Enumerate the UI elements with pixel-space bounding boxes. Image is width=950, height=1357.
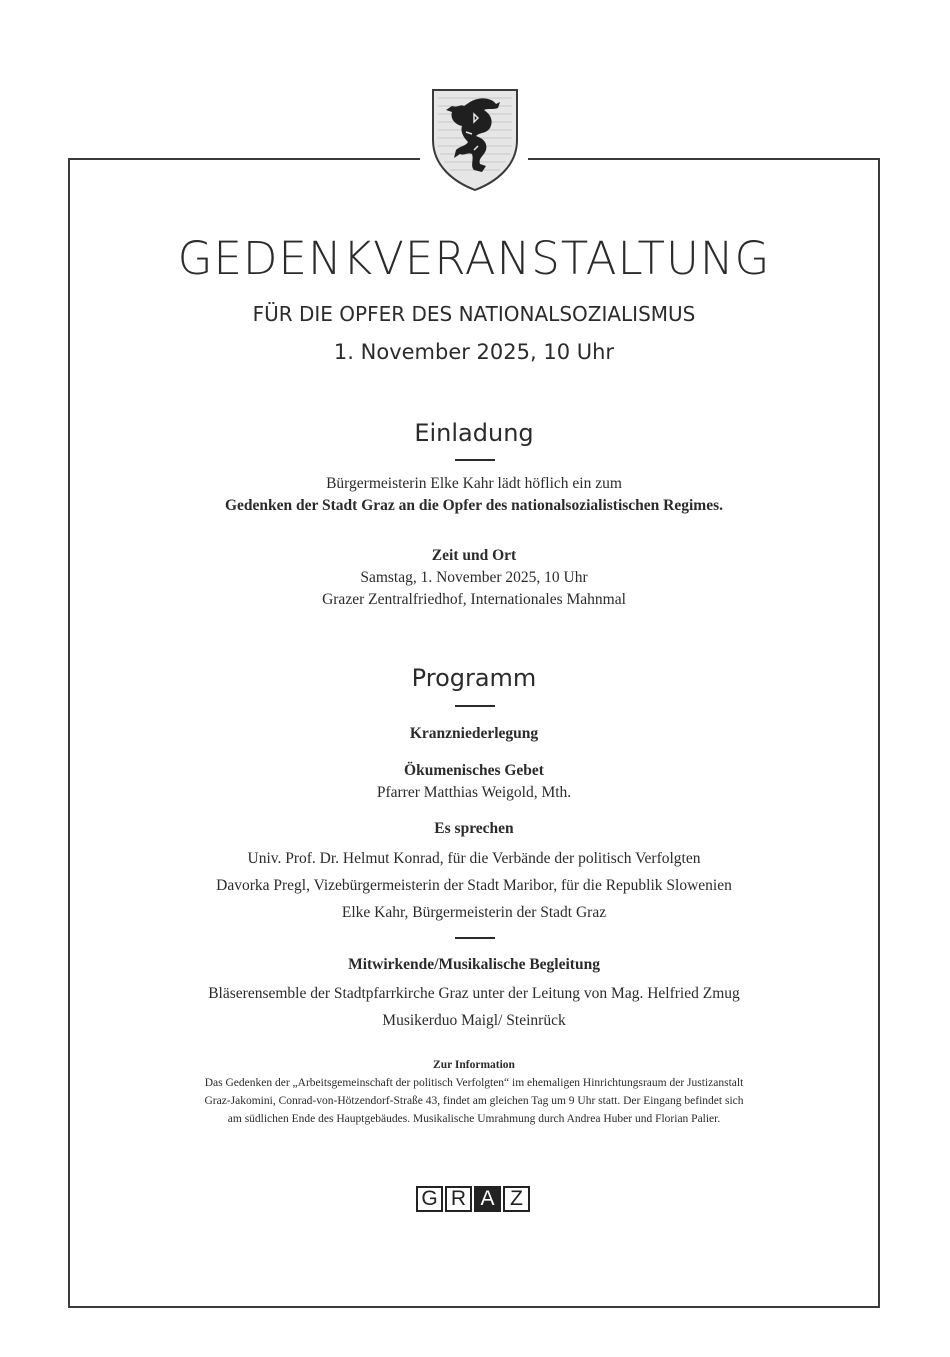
logo-letter: G (416, 1186, 443, 1212)
info-line: Das Gedenken der „Arbeitsgemeinschaft der politisch Verfolgten“ im ehemaligen Hinrichtungsraum der Justizanstalt (204, 1077, 744, 1089)
page-title: GEDENKVERANSTALTUNG (177, 232, 771, 285)
music-list (68, 980, 880, 1034)
logo-letter: A (474, 1186, 501, 1212)
graz-logo (416, 1186, 530, 1212)
wreath-laying: Kranzniederlegung (409, 725, 539, 742)
styrian-panther-crest-icon (430, 88, 520, 192)
divider (455, 705, 495, 707)
prayer-label: Ökumenisches Gebet (404, 762, 544, 779)
invitation-text (68, 473, 880, 517)
divider (455, 937, 495, 939)
speakers-label: Es sprechen (434, 820, 514, 837)
program-heading: Programm (411, 664, 537, 692)
time-and-place (68, 545, 880, 611)
divider (455, 459, 495, 461)
speaker: Davorka Pregl, Vizebürgermeisterin der Stadt Maribor, für die Republik Slowenien (216, 877, 732, 894)
info-section (68, 1056, 880, 1128)
time-place-label: Zeit und Ort (431, 547, 517, 564)
speakers-list (68, 845, 880, 926)
logo-letter: R (445, 1186, 472, 1212)
page-subtitle: FÜR DIE OPFER DES NATIONALSOZIALISMUS (252, 302, 696, 326)
invitation-purpose: Gedenken der Stadt Graz an die Opfer des nationalsozialistischen Regimes. (224, 497, 723, 514)
speaker: Elke Kahr, Bürgermeisterin der Stadt Graz (341, 904, 607, 921)
prayer-section (68, 760, 880, 804)
musician: Bläserensemble der Stadtpfarrkirche Graz unter der Leitung von Mag. Helfried Zmug (208, 985, 740, 1002)
logo-letter: Z (503, 1186, 530, 1212)
event-place: Grazer Zentralfriedhof, Internationales Mahnmal (322, 591, 626, 608)
music-label: Mitwirkende/Musikalische Begleitung (348, 956, 600, 973)
event-date: 1. November 2025, 10 Uhr (333, 340, 615, 364)
musician: Musikerduo Maigl/ Steinrück (382, 1012, 566, 1029)
invitation-line: Bürgermeisterin Elke Kahr lädt höflich ein zum (326, 475, 622, 492)
prayer-by: Pfarrer Matthias Weigold, Mth. (376, 784, 572, 801)
info-label: Zur Information (433, 1059, 515, 1071)
invitation-heading: Einladung (414, 419, 534, 447)
event-time: Samstag, 1. November 2025, 10 Uhr (360, 569, 588, 586)
info-line: am südlichen Ende des Hauptgebäudes. Musikalische Umrahmung durch Andrea Huber und Florian Palier. (227, 1113, 721, 1125)
speaker: Univ. Prof. Dr. Helmut Konrad, für die Verbände der politisch Verfolgten (247, 850, 701, 867)
info-line: Graz-Jakomini, Conrad-von-Hötzendorf-Straße 43, findet am gleichen Tag um 9 Uhr statt. Der Eingang befindet sich (204, 1095, 744, 1107)
